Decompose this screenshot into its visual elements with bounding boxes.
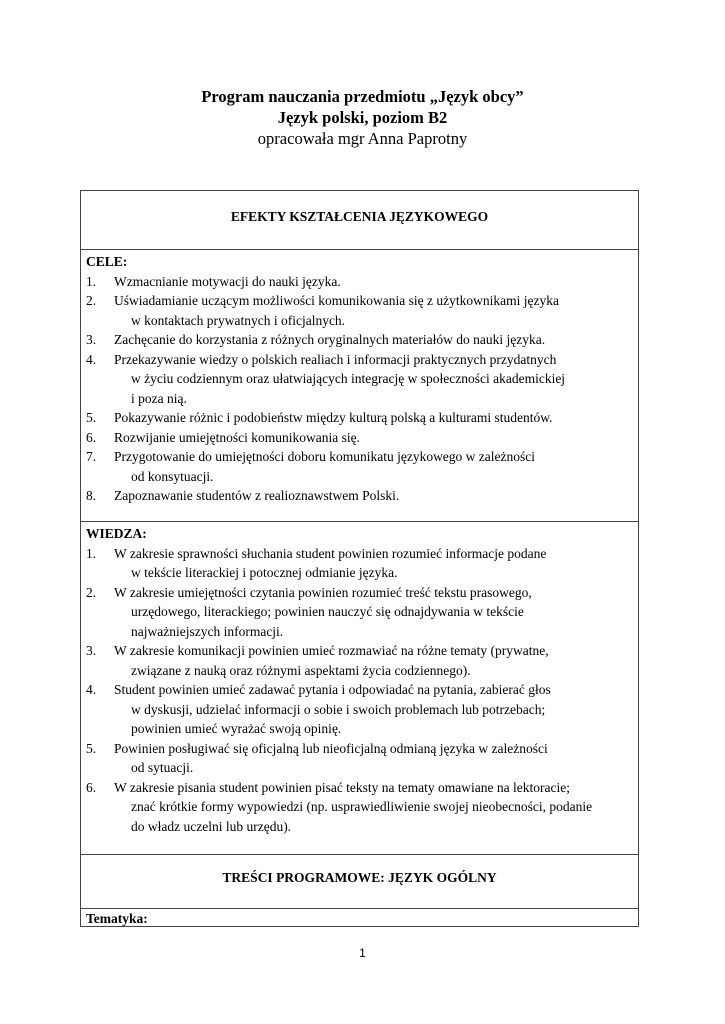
- list-item-text: Student powinien umieć zadawać pytania i odpowiadać na pytania, zabierać głos: [114, 682, 551, 697]
- curriculum-table: [80, 190, 639, 927]
- tematyka-label: Tematyka:: [86, 911, 148, 926]
- list-item: [86, 544, 638, 583]
- list-item-text: Pokazywanie różnic i podobieństw między kulturą polską a kulturami studentów.: [114, 410, 553, 425]
- list-item-text: W zakresie sprawności słuchania student powinien rozumieć informacje podane: [114, 545, 547, 561]
- list-item: [86, 680, 638, 739]
- list-item-text: Rozwijanie umiejętności komunikowania się.: [114, 429, 360, 445]
- list-item: [86, 272, 638, 292]
- list-item: [86, 350, 638, 409]
- wiedza-section: [81, 521, 638, 854]
- list-item-text: Przekazywanie wiedzy o polskich realiach i informacji praktycznych przydatnych: [114, 351, 557, 367]
- document-header: [0, 86, 725, 150]
- list-item-text: Przygotowanie do umiejętności doboru komunikatu językowego w zależności: [114, 449, 536, 464]
- list-item-text: w dyskusji, udzielać informacji o sobie i swoich problemach lub potrzebach;: [131, 701, 546, 717]
- list-item: [86, 408, 638, 428]
- list-item-text: w tekście literackiej i potocznej odmianie języka.: [131, 565, 398, 580]
- list-item-number: 4.: [86, 682, 97, 697]
- efekty-section: [81, 191, 638, 249]
- list-item-text: Powinien posługiwać się oficjalną lub nieoficjalną odmianą języka w zależności: [114, 740, 548, 756]
- list-item-text: Zachęcanie do korzystania z różnych oryginalnych materiałów do nauki języka.: [114, 332, 546, 347]
- list-item: [86, 447, 638, 486]
- cele-section: [81, 249, 638, 521]
- list-item-text: Zapoznawanie studentów z realioznawstwem Polski.: [114, 488, 400, 503]
- list-item: [86, 739, 638, 778]
- wiedza-list: [86, 544, 638, 837]
- list-item-number: 3.: [86, 332, 97, 347]
- list-item: [86, 778, 638, 837]
- list-item-text: najważniejszych informacji.: [131, 623, 284, 639]
- list-item-text: powinien umieć wyrażać swoją opinię.: [131, 721, 342, 736]
- cele-list: [86, 272, 638, 506]
- list-item-text: i poza nią.: [131, 390, 187, 406]
- list-item-number: 6.: [86, 429, 97, 445]
- list-item-number: 2.: [86, 293, 97, 308]
- list-item-number: 1.: [86, 273, 97, 289]
- list-item-text: od sytuacji.: [131, 760, 194, 775]
- list-item: [86, 428, 638, 448]
- cele-heading: CELE:: [86, 254, 128, 269]
- list-item-text: W zakresie pisania student powinien pisać teksty na tematy omawiane na lektoracie;: [114, 779, 570, 795]
- list-item-text: w życiu codziennym oraz ułatwiających integrację w społeczności akademickiej: [131, 371, 566, 386]
- list-item-text: znać krótkie formy wypowiedzi (np. usprawiedliwienie swojej nieobecności, podanie: [131, 799, 593, 814]
- list-item: [86, 641, 638, 680]
- list-item-text: urzędowego, literackiego; powinien nauczyć się odnajdywania w tekście: [131, 604, 524, 619]
- list-item-text: Wzmacnianie motywacji do nauki języka.: [114, 273, 341, 289]
- list-item-number: 8.: [86, 488, 97, 503]
- tematyka-section: [81, 908, 638, 927]
- list-item: [86, 291, 638, 330]
- document-title: Program nauczania przedmiotu „Język obcy”: [201, 87, 524, 106]
- list-item-text: W zakresie umiejętności czytania powinien rozumieć treść tekstu prasowego,: [114, 584, 532, 600]
- tresci-title: TREŚCI PROGRAMOWE: JĘZYK OGÓLNY: [222, 870, 497, 885]
- tresci-section: [81, 854, 638, 908]
- list-item: [86, 486, 638, 506]
- list-item: [86, 330, 638, 350]
- page-number: 1: [359, 946, 366, 960]
- list-item: [86, 583, 638, 642]
- list-item-number: 4.: [86, 351, 97, 367]
- list-item-text: do władz uczelni lub urzędu).: [131, 818, 292, 834]
- wiedza-heading: WIEDZA:: [86, 526, 147, 541]
- efekty-title: EFEKTY KSZTAŁCENIA JĘZYKOWEGO: [230, 209, 489, 224]
- list-item-number: 7.: [86, 449, 97, 464]
- document-author: opracowała mgr Anna Paprotny: [257, 129, 468, 148]
- list-item-number: 5.: [86, 740, 97, 756]
- list-item-number: 3.: [86, 643, 97, 658]
- list-item-text: w kontaktach prywatnych i oficjalnych.: [131, 312, 346, 328]
- list-item-number: 5.: [86, 410, 97, 425]
- list-item-number: 2.: [86, 584, 97, 600]
- list-item-text: związane z nauką oraz różnymi aspektami życia codziennego).: [131, 662, 471, 678]
- list-item-text: W zakresie komunikacji powinien umieć rozmawiać na różne tematy (prywatne,: [114, 643, 549, 658]
- list-item-text: Uświadamianie uczącym możliwości komunikowania się z użytkownikami języka: [114, 293, 559, 308]
- list-item-text: od konsytuacji.: [131, 468, 214, 484]
- list-item-number: 6.: [86, 779, 97, 795]
- document-subtitle: Język polski, poziom B2: [277, 108, 448, 127]
- list-item-number: 1.: [86, 545, 97, 561]
